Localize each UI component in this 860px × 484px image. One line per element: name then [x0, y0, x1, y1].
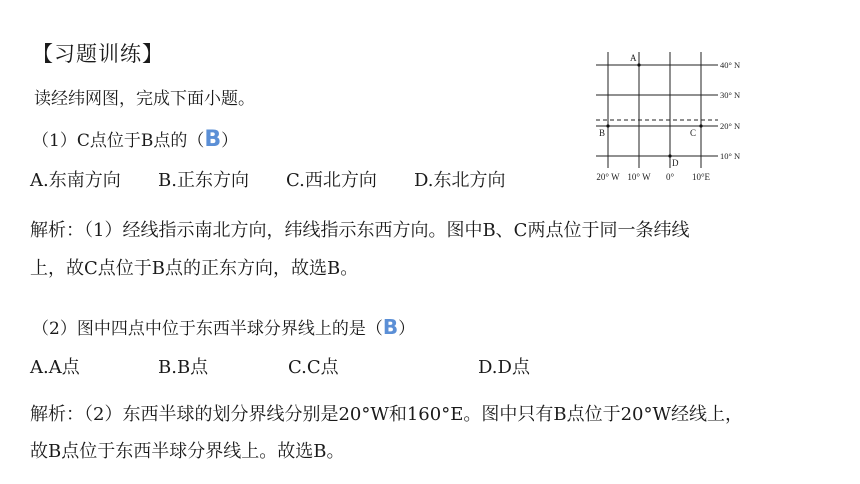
point-a-label: A	[630, 53, 637, 63]
lon-label: 10° W	[627, 172, 651, 182]
q1-option-c: C.西北方向	[286, 170, 377, 191]
question-2-suffix: ）	[398, 319, 416, 339]
q2-option-c: C.C点	[288, 357, 339, 378]
q2-analysis-line-1: 解析：（2）东西半球的划分界线分别是20°W和160°E。图中只有B点位于20°W经线上，	[30, 404, 743, 425]
lat-label: 30° N	[720, 90, 740, 100]
question-1-prefix: （1）C点位于B点的（	[32, 131, 205, 151]
lat-label: 40° N	[720, 60, 740, 70]
q1-analysis-line-2: 上，故C点位于B点的正东方向，故选B。	[30, 258, 359, 279]
lon-label: 10°E	[691, 172, 711, 182]
q2-option-d: D.D点	[478, 357, 530, 378]
lat-label: 10° N	[720, 151, 740, 161]
point-b-dot	[606, 124, 609, 127]
exercise-title: 【习题训练】	[32, 42, 164, 66]
point-d-label: D	[672, 158, 679, 168]
question-2-answer: B	[382, 315, 399, 339]
q1-analysis-line-1: 解析：（1）经线指示南北方向，纬线指示东西方向。图中B、C两点位于同一条纬线	[30, 220, 690, 241]
question-1-suffix: ）	[221, 131, 239, 151]
q1-option-a: A.东南方向	[30, 170, 121, 191]
q1-option-b: B.正东方向	[158, 170, 249, 191]
point-c-label: C	[690, 128, 697, 138]
lon-label: 20° W	[596, 172, 620, 182]
point-a-dot	[637, 63, 640, 66]
point-c-dot	[699, 124, 702, 127]
q2-option-a: A.A点	[30, 357, 80, 378]
question-1	[32, 126, 238, 152]
point-b-label: B	[599, 128, 606, 138]
question-1-answer: B	[204, 127, 222, 152]
lat-lon-grid-map	[590, 48, 740, 188]
q1-option-d: D.东北方向	[414, 170, 506, 191]
lon-label: 0°	[665, 172, 675, 182]
lat-label: 20° N	[720, 121, 740, 131]
q2-option-b: B.B点	[158, 357, 209, 378]
grid-lines	[596, 52, 718, 168]
question-2	[32, 314, 415, 339]
question-2-prefix: （2）图中四点中位于东西半球分界线上的是（	[32, 319, 383, 339]
q2-analysis-line-2: 故B点位于东西半球分界线上。故选B。	[30, 441, 345, 462]
instruction-text: 读经纬网图，完成下面小题。	[34, 89, 255, 109]
